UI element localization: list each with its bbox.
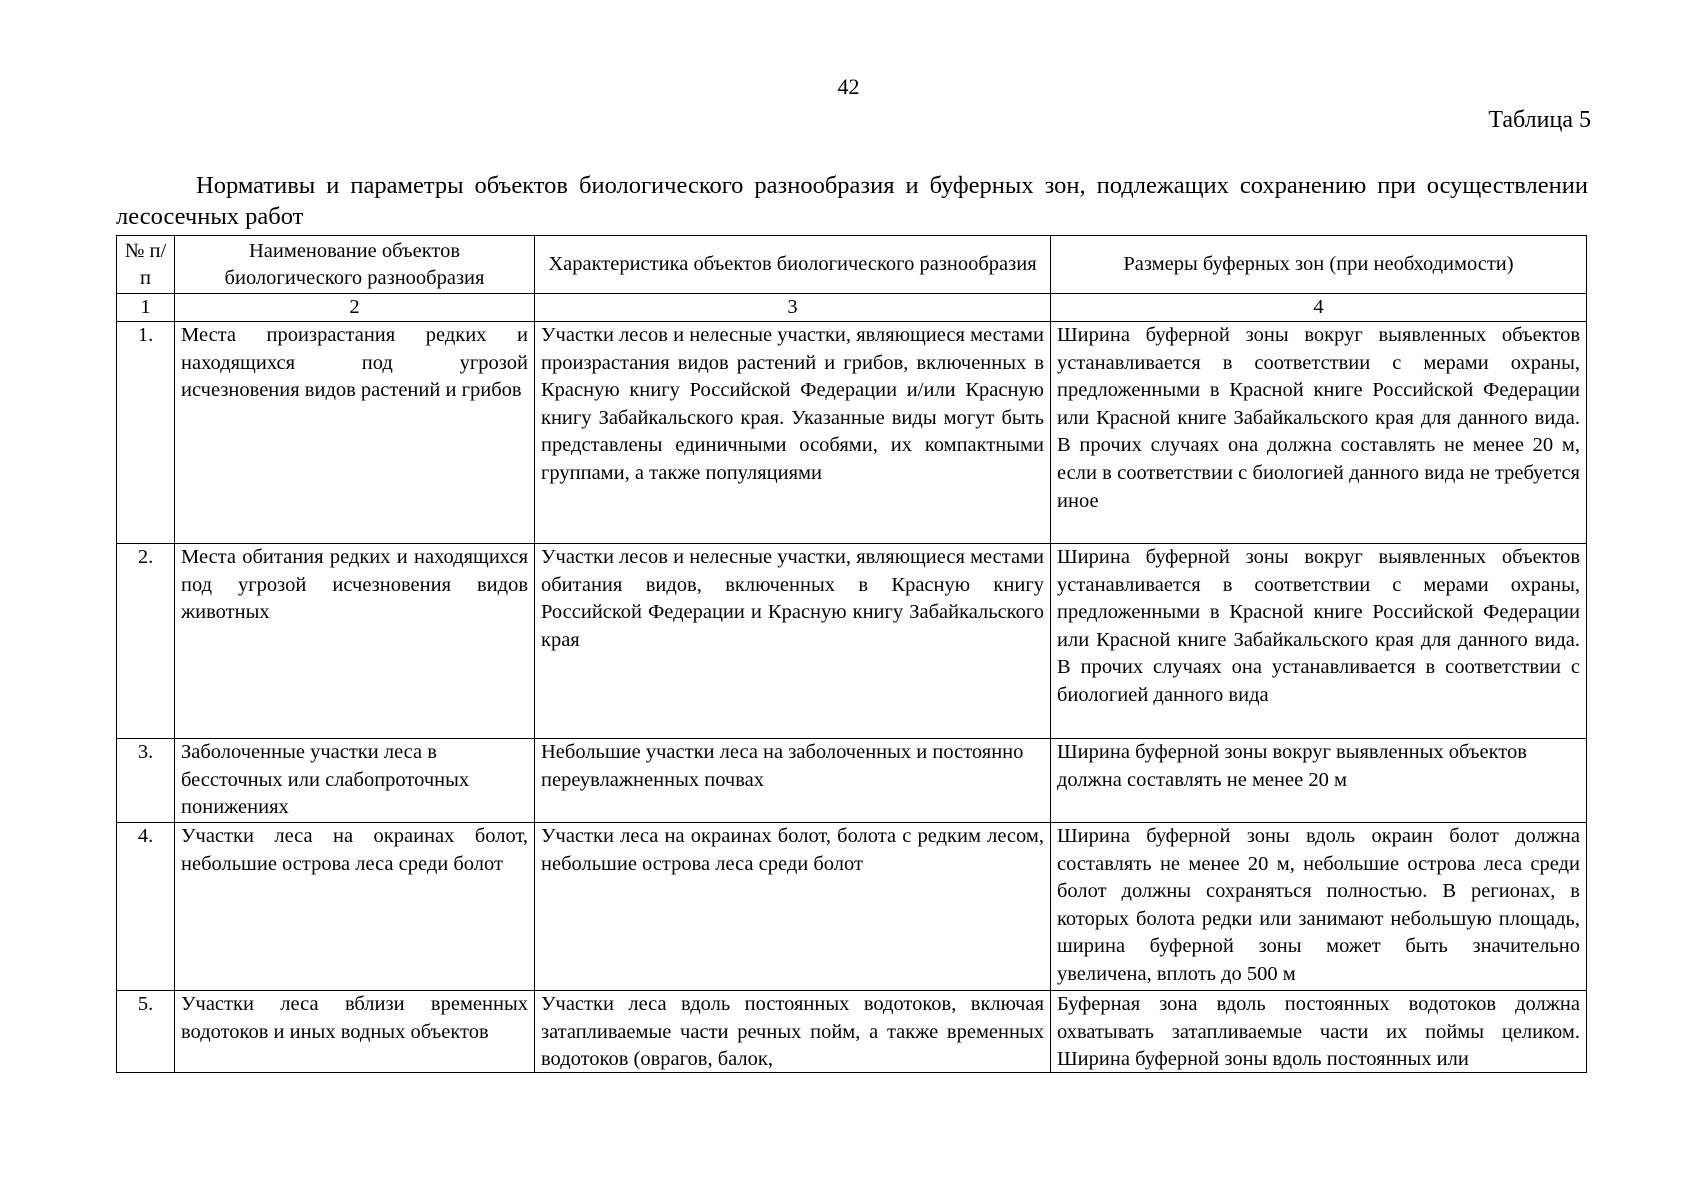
object-name: Места обитания редких и находящихся под угрозой исчезновения видов животных bbox=[175, 544, 535, 739]
column-number: 2 bbox=[175, 294, 535, 322]
header-num: № п/п bbox=[117, 236, 175, 294]
object-name: Участки леса вблизи временных водотоков и иных водных объектов bbox=[175, 991, 535, 1073]
row-number: 2. bbox=[117, 544, 175, 739]
column-number: 3 bbox=[535, 294, 1051, 322]
table-label: Таблица 5 bbox=[1488, 107, 1591, 133]
column-number-row bbox=[117, 294, 1587, 322]
object-name: Заболоченные участки леса в бессточных или слабопроточных понижениях bbox=[175, 739, 535, 823]
column-number: 1 bbox=[117, 294, 175, 322]
object-characteristic-text: Участки леса вдоль постоянных водотоков, включая затапливаемые части речных пойм, а также временных водотоков (оврагов, балок, bbox=[541, 993, 1044, 1071]
object-characteristic: Участки леса на окраинах болот, болота с редким лесом, небольшие острова леса среди болот bbox=[535, 823, 1051, 991]
row-number: 3. bbox=[117, 739, 175, 823]
buffer-zone-size bbox=[1051, 991, 1587, 1073]
column-number: 4 bbox=[1051, 294, 1587, 322]
table-header-row bbox=[117, 236, 1587, 294]
row-number: 5. bbox=[117, 991, 175, 1073]
header-characteristic: Характеристика объектов биологического разнообразия bbox=[535, 236, 1051, 294]
table-row bbox=[117, 322, 1587, 544]
object-characteristic: Участки лесов и нелесные участки, являющиеся местами обитания видов, включенных в Красную книгу Российской Федерации и Красную книгу Забайкальского края bbox=[535, 544, 1051, 739]
table-row bbox=[117, 544, 1587, 739]
object-name: Участки леса на окраинах болот, небольшие острова леса среди болот bbox=[175, 823, 535, 991]
header-buffer: Размеры буферных зон (при необходимости) bbox=[1051, 236, 1587, 294]
object-characteristic: Небольшие участки леса на заболоченных и постоянно переувлажненных почвах bbox=[535, 739, 1051, 823]
biodiversity-norms-table bbox=[116, 235, 1587, 1073]
object-characteristic: Участки лесов и нелесные участки, являющиеся местами произрастания видов растений и грибов, включенных в Красную книгу Российской Федерации и/или Красную книгу Забайкальского края. Указанные виды могут быть представлены единичными особями, их компактными группами, а также популяциями bbox=[535, 322, 1051, 544]
header-name: Наименование объектов биологического разнообразия bbox=[175, 236, 535, 294]
table-row bbox=[117, 739, 1587, 823]
table-title: Нормативы и параметры объектов биологического разнообразия и буферных зон, подлежащих сохранению при осуществлении лесосечных работ bbox=[116, 172, 1588, 230]
row-number: 1. bbox=[117, 322, 175, 544]
table-row bbox=[117, 991, 1587, 1073]
buffer-zone-size: Ширина буферной зоны вокруг выявленных объектов устанавливается в соответствии с мерами охраны, предложенными в Красной книге Российской Федерации или Красной книге Забайкальского края для данного вида. В прочих случаях она должна составлять не менее 20 м, если в соответствии с биологией данного вида не требуется иное bbox=[1051, 322, 1587, 544]
buffer-zone-size: Ширина буферной зоны вдоль окраин болот должна составлять не менее 20 м, небольшие острова леса среди болот должны сохраняться полностью. В регионах, в которых болота редки или занимают небольшую площадь, ширина буферной зоны может быть значительно увеличена, вплоть до 500 м bbox=[1051, 823, 1587, 991]
buffer-zone-size-text: Буферная зона вдоль постоянных водотоков должна охватывать затапливаемые части их поймы целиком. Ширина буферной зоны вдоль постоянных или bbox=[1057, 993, 1580, 1071]
row-number: 4. bbox=[117, 823, 175, 991]
buffer-zone-size: Ширина буферной зоны вокруг выявленных объектов должна составлять не менее 20 м bbox=[1051, 739, 1587, 823]
object-characteristic bbox=[535, 991, 1051, 1073]
table-row bbox=[117, 823, 1587, 991]
buffer-zone-size: Ширина буферной зоны вокруг выявленных объектов устанавливается в соответствии с мерами охраны, предложенными в Красной книге Российской Федерации или Красной книге Забайкальского края для данного вида. В прочих случаях она устанавливается в соответствии с биологией данного вида bbox=[1051, 544, 1587, 739]
object-name: Места произрастания редких и находящихся под угрозой исчезновения видов растений и грибов bbox=[175, 322, 535, 544]
page-number: 42 bbox=[837, 74, 860, 99]
